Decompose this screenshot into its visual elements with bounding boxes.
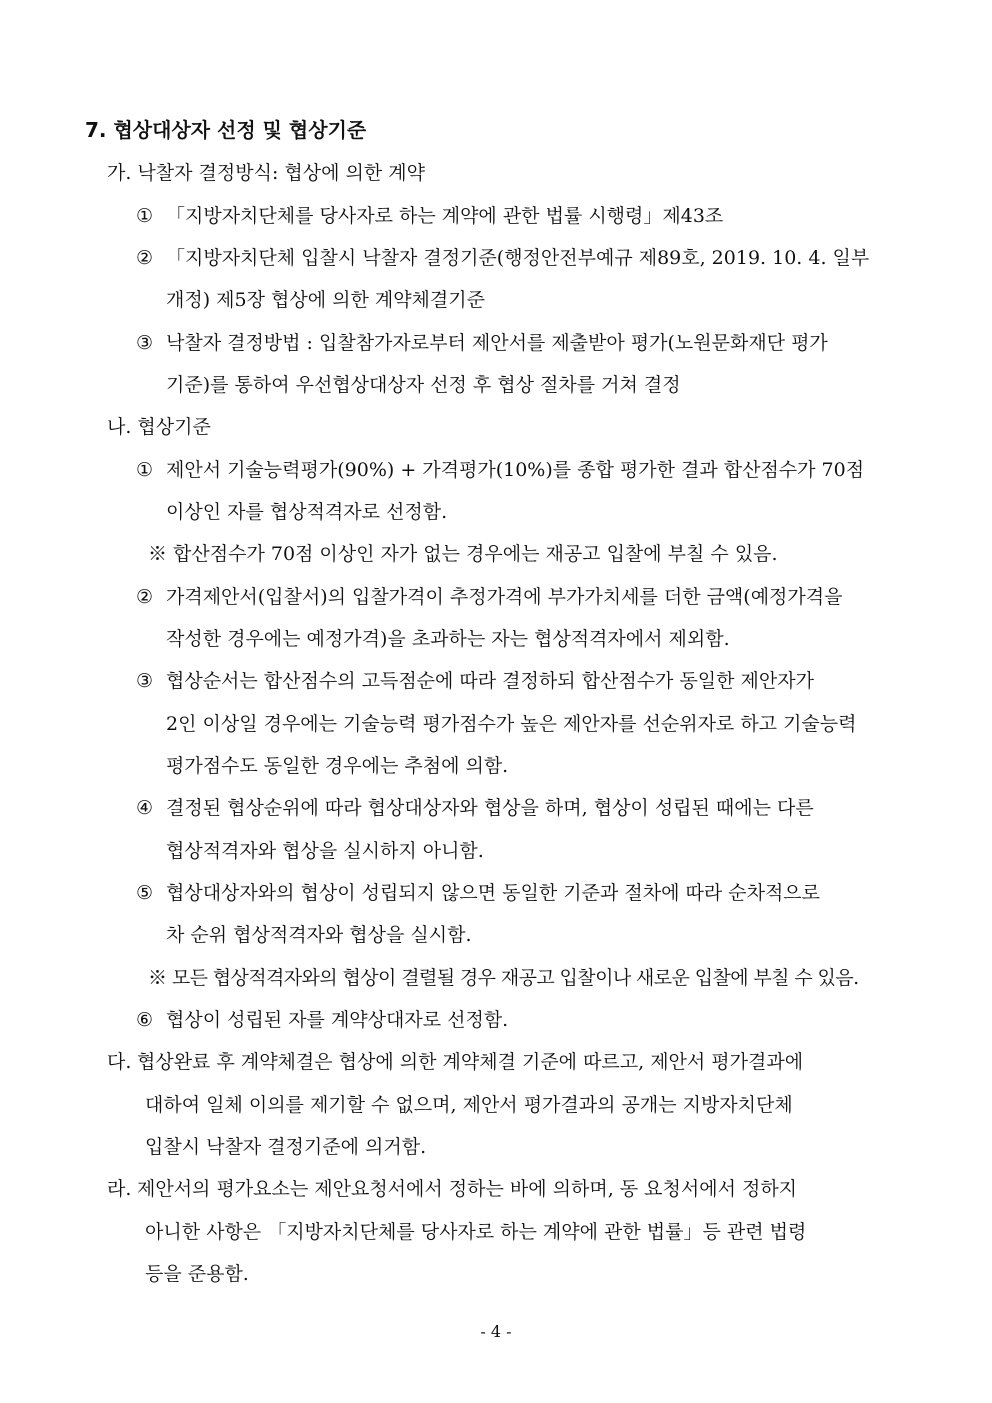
na-item-5-number: ⑤ [136,882,154,904]
na-item-4-text-line1: 결정된 협상순위에 따라 협상대상자와 협상을 하며, 협상이 성립된 때에는 다른 [166,797,814,819]
ga-item-2 [136,246,869,270]
ga-item-1-number: ① [136,205,154,227]
ra-text-line1: 제안서의 평가요소는 제안요청서에서 정하는 바에 의하며, 동 요청서에서 정하지 [137,1178,798,1200]
ga-item-3 [136,331,828,355]
na-item-1-number: ① [136,459,154,481]
subsection-ra [107,1177,797,1201]
na-item-2-text-line2: 작성한 경우에는 예정가격)을 초과하는 자는 협상적격자에서 제외함. [166,628,730,650]
na-item-4 [136,796,814,820]
na-item-2 [136,585,842,609]
ra-text-line3: 등을 준용함. [145,1263,249,1285]
ga-item-2-number: ② [136,247,154,269]
section-heading: 7. 협상대상자 선정 및 협상기준 [85,118,367,142]
ra-text-line2: 아니한 사항은 「지방자치단체를 당사자로 하는 계약에 관한 법률」등 관련 법령 [145,1221,807,1243]
da-text-line3: 입찰시 낙찰자 결정기준에 의거함. [145,1136,427,1158]
ga-item-3-number: ③ [136,332,154,354]
na-item-2-text-line1: 가격제안서(입찰서)의 입찰가격이 추정가격에 부가가치세를 더한 금액(예정가격을 [166,586,843,608]
ga-item-2-text-line2: 개정) 제5장 협상에 의한 계약체결기준 [166,289,485,311]
na-item-1-text-line1: 제안서 기술능력평가(90%) + 가격평가(10%)를 종합 평가한 결과 합산점수가 70점 [166,459,865,481]
ga-item-3-text-line1: 낙찰자 결정방법 : 입찰참가자로부터 제안서를 제출받아 평가(노원문화재단 평가 [166,332,828,354]
na-item-3-text-line1: 협상순서는 합산점수의 고득점순에 따라 결정하되 합산점수가 동일한 제안자가 [166,670,814,692]
subsection-ga-label: 가. 낙찰자 결정방식: 협상에 의한 계약 [107,162,425,184]
na-item-1-text-line2: 이상인 자를 협상적격자로 선정함. [166,501,448,523]
na-item-6-number: ⑥ [136,1009,154,1031]
ga-item-1 [136,204,723,228]
na-note-2: ※ 모든 협상적격자와의 협상이 결렬될 경우 재공고 입찰이나 새로운 입찰에 부칠 수 있음. [148,967,859,989]
ga-item-2-text-line1: 「지방자치단체 입찰시 낙찰자 결정기준(행정안전부예규 제89호, 2019. 10. 4. 일부 [166,247,870,269]
na-item-1 [136,458,864,482]
subsection-ra-label: 라. [107,1178,132,1200]
na-item-3 [136,669,814,693]
na-item-6 [136,1008,508,1032]
na-item-5-text-line2: 차 순위 협상적격자와 협상을 실시함. [166,924,472,946]
na-item-5 [136,881,820,905]
page-number: - 4 - [480,1322,512,1341]
da-text-line1: 협상완료 후 계약체결은 협상에 의한 계약체결 기준에 따르고, 제안서 평가결과에 [137,1051,804,1073]
subsection-da-label: 다. [107,1051,132,1073]
ga-item-1-text: 「지방자치단체를 당사자로 하는 계약에 관한 법률 시행령」제43조 [166,205,724,227]
ga-item-3-text-line2: 기준)를 통하여 우선협상대상자 선정 후 협상 절차를 거쳐 결정 [166,374,681,396]
subsection-na-label: 나. 협상기준 [107,416,211,438]
na-item-3-text-line3: 평가점수도 동일한 경우에는 추첨에 의함. [166,755,509,777]
na-item-4-text-line2: 협상적격자와 협상을 실시하지 아니함. [166,840,484,862]
da-text-line2: 대하여 일체 이의를 제기할 수 없으며, 제안서 평가결과의 공개는 지방자치단체 [145,1094,793,1116]
subsection-da [107,1050,803,1074]
na-item-2-number: ② [136,586,154,608]
na-item-3-text-line2: 2인 이상일 경우에는 기술능력 평가점수가 높은 제안자를 선순위자로 하고 기술능력 [166,713,857,735]
na-note-1: ※ 합산점수가 70점 이상인 자가 없는 경우에는 재공고 입찰에 부칠 수 있음. [148,543,778,565]
na-item-4-number: ④ [136,797,154,819]
na-item-6-text: 협상이 성립된 자를 계약상대자로 선정함. [166,1009,509,1031]
na-item-3-number: ③ [136,670,154,692]
na-item-5-text-line1: 협상대상자와의 협상이 성립되지 않으면 동일한 기준과 절차에 따라 순차적으로 [166,882,820,904]
